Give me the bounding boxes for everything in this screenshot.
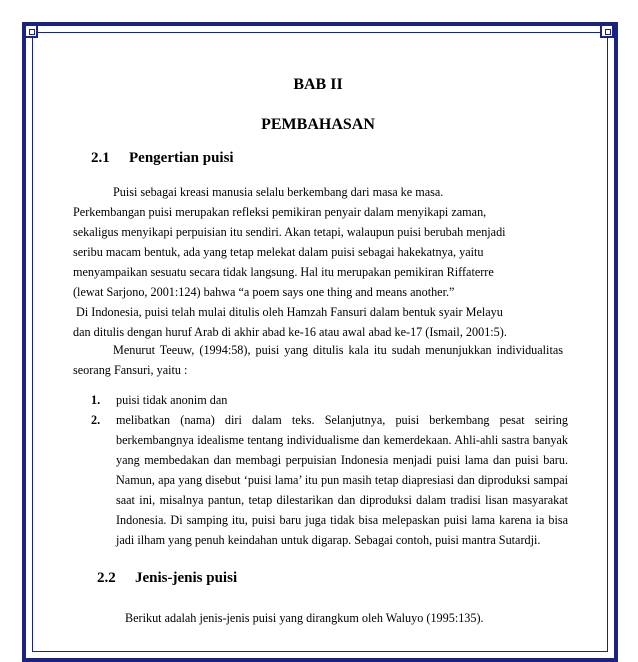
- section-title: Pengertian puisi: [129, 150, 234, 166]
- individualitas-list: [91, 390, 568, 550]
- paragraph-line: (lewat Sarjono, 2001:124) bahwa “a poem says one thing and means another.”: [73, 285, 455, 299]
- paragraph-pengertian: [73, 182, 563, 342]
- corner-ornament-top-right-icon: [600, 24, 614, 38]
- paragraph-jenis: Berikut adalah jenis-jenis puisi yang dirangkum oleh Waluyo (1995:135).: [125, 611, 484, 625]
- paragraph-line: dan ditulis dengan huruf Arab di akhir abad ke-16 atau awal abad ke-17 (Ismail, 2001:5).: [73, 325, 507, 339]
- list-item: [91, 390, 568, 410]
- paragraph-line: menyampaikan sesuatu secara tidak langsung. Hal itu merupakan pemikiran Riffaterre: [73, 265, 494, 279]
- paragraph-line: sekaligus menyikapi perpuisian itu sendiri. Akan tetapi, walaupun puisi berubah menjadi: [73, 225, 506, 239]
- section-number: 2.1: [91, 150, 110, 166]
- paragraph-line: Puisi sebagai kreasi manusia selalu berkembang dari masa ke masa.: [113, 185, 444, 199]
- list-item-text: puisi tidak anonim dan: [116, 393, 228, 407]
- section-title: Jenis-jenis puisi: [135, 570, 238, 586]
- list-item: [91, 410, 568, 550]
- chapter-title: PEMBAHASAN: [261, 116, 375, 133]
- paragraph-teeuw: Menurut Teeuw, (1994:58), puisi yang ditulis kala itu sudah menunjukkan individualitas seorang Fansuri, yaitu :: [73, 343, 563, 377]
- section-heading-2-2: [97, 570, 237, 587]
- paragraph-line: Perkembangan puisi merupakan refleksi pemikiran penyair dalam menyikapi zaman,: [73, 205, 487, 219]
- section-heading-2-1: [91, 150, 234, 167]
- corner-ornament-top-left-icon: [24, 24, 38, 38]
- paragraph-line: seribu macam bentuk, ada yang tetap melekat dalam puisi sebagai hakekatnya, yaitu: [73, 245, 484, 259]
- paragraph-line: Di Indonesia, puisi telah mulai ditulis oleh Hamzah Fansuri dalam bentuk syair Melayu: [73, 305, 503, 319]
- list-marker: 1.: [91, 393, 101, 407]
- list-marker: 2.: [91, 413, 101, 427]
- section-number: 2.2: [97, 570, 116, 586]
- chapter-number: BAB II: [293, 76, 343, 93]
- list-item-text: melibatkan (nama) diri dalam teks. Selanjutnya, puisi berkembang pesat seiring berkembangnya idealisme tentang individualisme dan kemerdekaan. Ahli-ahli sastra banyak yang membedakan dan membagi perpuisian Indonesia menjadi puisi lama dan puisi baru. Namun, apa yang disebut ‘puisi lama’ itu pun masih tetap diapresiasi dan diproduksi sampai saat ini, misalnya pantun, tetap dilestarikan dan diproduksi dalam tradisi lisan masyarakat Indonesia. Di samping itu, puisi baru juga tidak bisa melepaskan puisi lama karena ia bisa jadi ilham yang penuh keindahan untuk digarap. Sebagai contoh, puisi mantra Sutardji.: [116, 413, 568, 547]
